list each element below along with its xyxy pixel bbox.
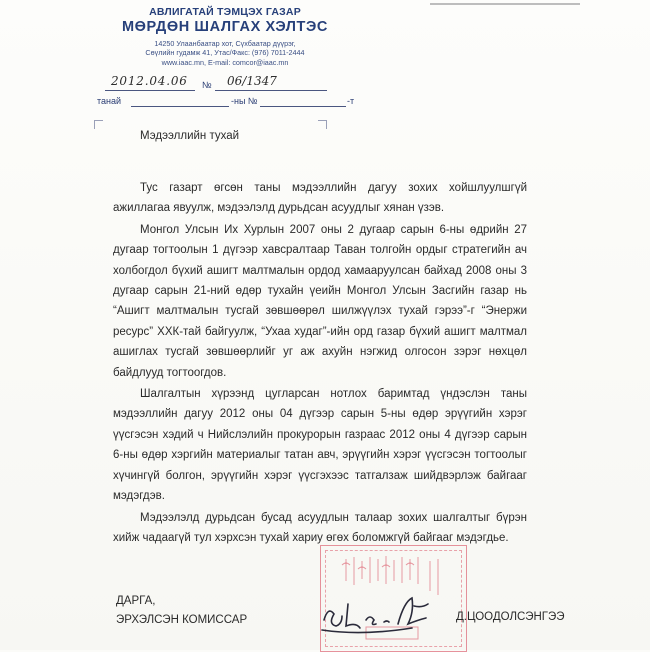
body-paragraph: Шалгалтын хүрээнд цугларсан нотлох баримтад үндэслэн таны мэдээллийн дагуу 2012 оны 04 дүгээр сарын 5-ны өдөр эрүүгийн хэрэг үүсгэсэн хэдий ч Нийслэлийн прокурорын газраас 2012 оны 4 дүгээр сарын 6-ны өдөр хэргийн материалыг татан авч, эрүүгийн хэрэг үүсгэсэн тогтоолыг хүчингүй болгон, эрүүгийн хэрэг үүсгэхээс татгалзаж шийдвэрлэж байгааг мэдэгдэв. [113,388,527,503]
your-date-underline [131,106,229,107]
top-edge-line [430,0,580,5]
letter-subject: Мэдээллийн тухай [140,130,240,142]
address-line: 14250 Улаанбаатар хот, Сүхбаатар дүүрэг, [154,39,296,48]
your-number-underline [260,106,346,107]
number-label: № [202,80,212,90]
date-underline [105,90,195,91]
letter-body [113,178,527,548]
letterhead [110,0,340,67]
incoming-reference [97,96,357,110]
signer-title-line1: ДАРГА, [116,595,156,607]
signer-title-line2: ЭРХЭЛСЭН КОМИССАР [116,614,248,626]
address-corner-mark [318,120,327,129]
address-line: www.iaac.mn, E-mail: comcor@iaac.mn [161,57,289,67]
signer-name: Д.ЦООДОЛСЭНГЭЭ [456,611,565,623]
body-paragraph: Мэдээлэлд дурьдсан бусад асуудлын талаар зохих шалгалтыг бүрэн хийж чадаагүй тул хэрхсэн тухай хариу өгөх боломжгүй байгааг мэдэгдье. [113,511,527,544]
org-address [110,39,340,67]
outgoing-reference [97,76,337,94]
address-line: Сөүлийн гудамж 41, Утас/Факс: (976) 7011-2444 [145,48,305,58]
your-label: танай [97,96,122,106]
nu-label: -ны № [231,96,258,106]
letter-number: 06/1347 [227,74,277,88]
number-underline [215,90,327,91]
handwritten-signature [318,590,448,640]
body-paragraph: Тус газарт өгсөн таны мэдээллийн дагуу зохих хойшлуулшгүй ажиллагаа явуулж, мэдээлэлд дурьдсан асуудлыг хянан үзэв. [113,182,527,215]
letter-date: 2012.04.06 [111,74,188,88]
t-label: -т [347,96,355,106]
org-name-line2: МӨРДӨН ШАЛГАХ ХЭЛТЭС [122,19,328,35]
address-corner-mark [94,120,103,129]
signer-title [116,592,247,630]
org-name-line1: АВЛИГАТАЙ ТЭМЦЭХ ГАЗАР [149,6,301,18]
body-paragraph: Монгол Улсын Их Хурлын 2007 оны 2 дугаар сарын 6-ны өдрийн 27 дугаар тогтоолын 1 дүгээр хавсралтаар Таван толгойн ордыг стратегийн ач холбогдол бүхий ашигт малтмалын ордод хамааруулсан байхад 2008 оны 3 дугаар сарын 21-ний өдөр тухайн үеийн Монгол Улсын Засгийн газар нь “Ашигт малтмалын тусгай зөвшөөрөл шилжүүлэх тухай гэрээ”-г “Энержи ресурс” ХХК-тай байгуулж, “Ухаа худаг”-ийн орд газар бүхий ашигт малтмал ашиглах тусгай зөвшөөрлийг уг аж ахуйн нэгжид олгосон зэрэг нөхцөл байдлууд тогтоогдов. [113,223,527,379]
